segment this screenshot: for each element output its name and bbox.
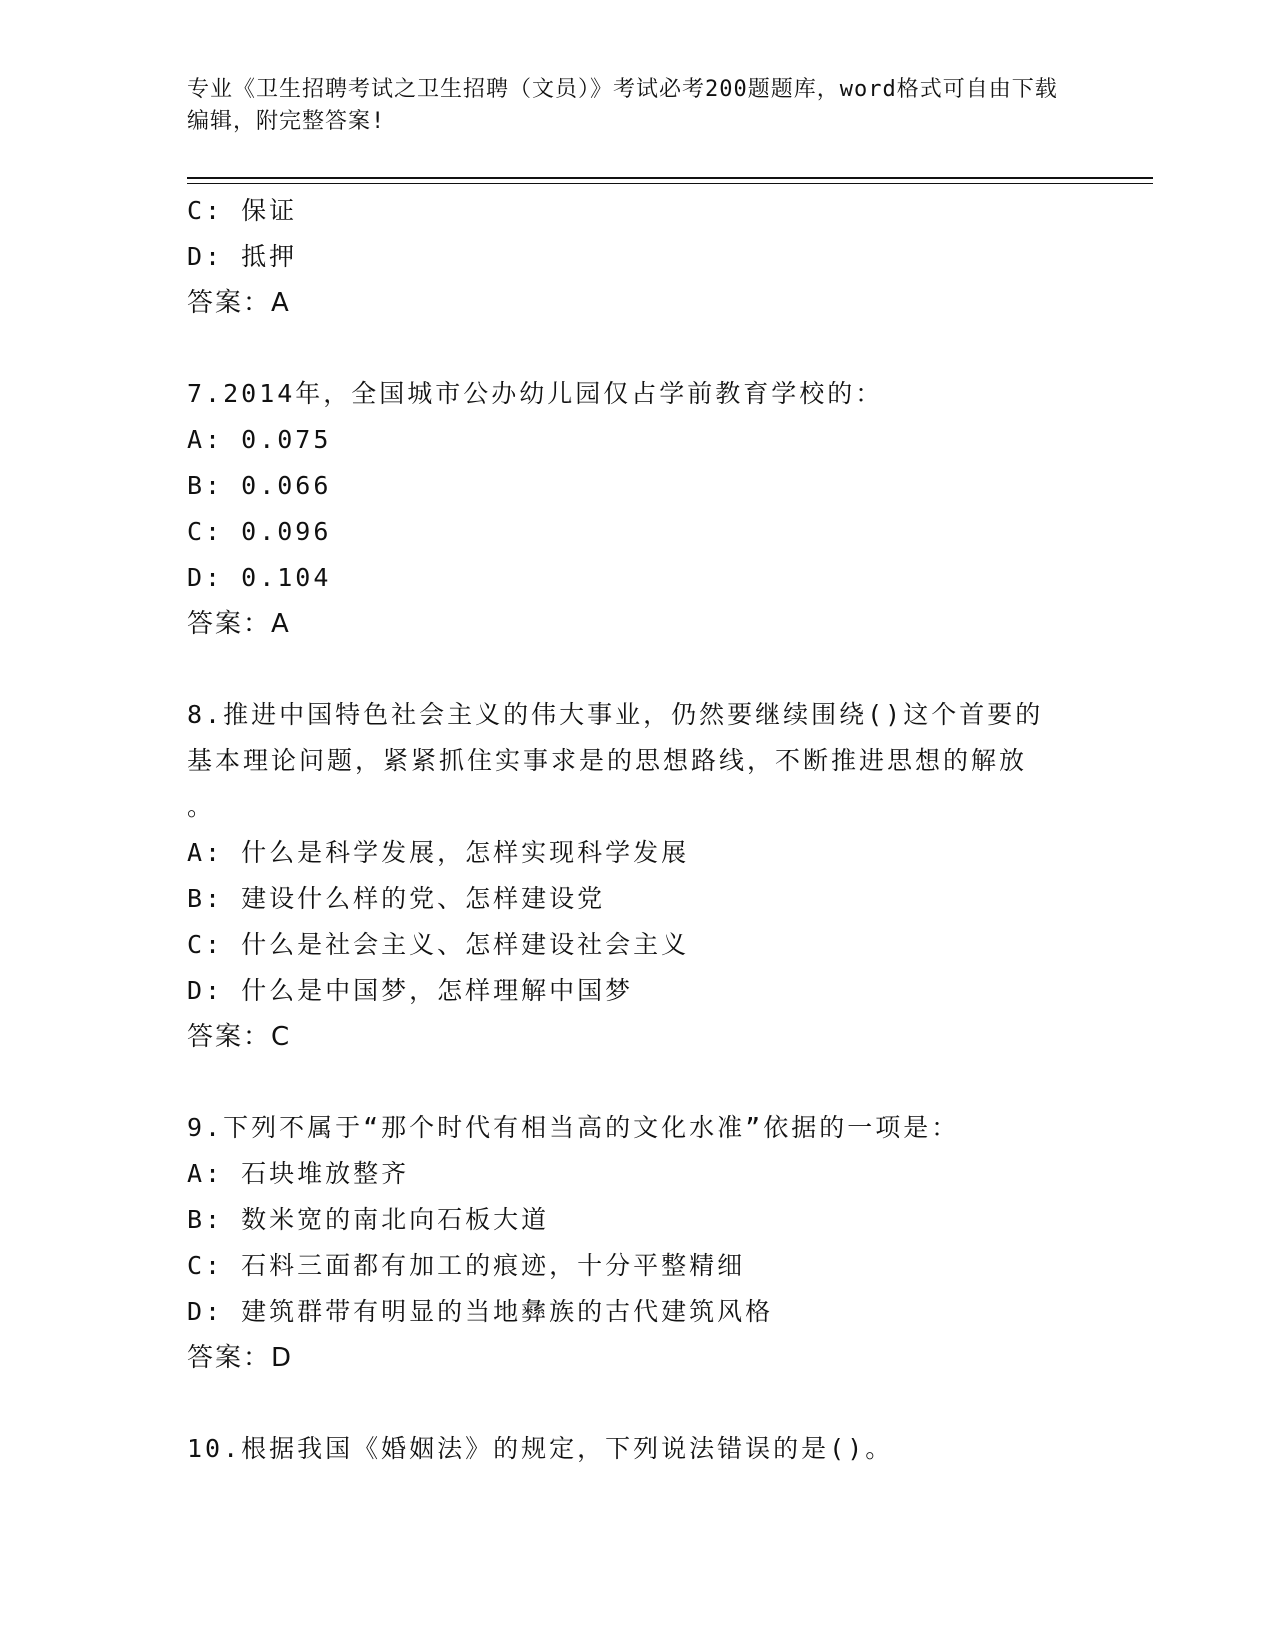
option-line: B: 建设什么样的党、怎样建设党 (187, 884, 606, 913)
option-line: C: 0.096 (187, 517, 332, 546)
answer-line: 答案：A (187, 609, 291, 639)
answer-line: 答案：D (187, 1343, 294, 1373)
option-line: B: 0.066 (187, 471, 332, 500)
option-line: A: 0.075 (187, 425, 332, 454)
question-text: 10.根据我国《婚姻法》的规定，下列说法错误的是()。 (187, 1434, 894, 1463)
question-text: 。 (187, 792, 216, 821)
header-rule-thin (187, 183, 1153, 184)
option-line: A: 石块堆放整齐 (187, 1159, 410, 1188)
question-text: 基本理论问题，紧紧抓住实事求是的思想路线，不断推进思想的解放 (187, 746, 1028, 775)
question-text: 8.推进中国特色社会主义的伟大事业，仍然要继续围绕()这个首要的 (187, 700, 1044, 729)
option-line: D: 建筑群带有明显的当地彝族的古代建筑风格 (187, 1297, 774, 1326)
question-text: 7.2014年，全国城市公办幼儿园仅占学前教育学校的： (187, 379, 884, 408)
option-line: D: 0.104 (187, 563, 332, 592)
header-rule-thick (187, 177, 1153, 179)
question-text: 9.下列不属于“那个时代有相当高的文化水准”依据的一项是： (187, 1113, 960, 1142)
option-line: C: 什么是社会主义、怎样建设社会主义 (187, 930, 690, 959)
option-line: D: 什么是中国梦，怎样理解中国梦 (187, 976, 634, 1005)
block-gap (187, 1060, 1067, 1105)
question-list (187, 188, 1067, 1472)
option-line: C: 石料三面都有加工的痕迹，十分平整精细 (187, 1251, 746, 1280)
option-line: A: 什么是科学发展，怎样实现科学发展 (187, 838, 690, 867)
block-gap (187, 1381, 1067, 1426)
answer-line: 答案：C (187, 1022, 292, 1052)
option-line: D: 抵押 (187, 242, 298, 271)
document-header: 专业《卫生招聘考试之卫生招聘（文员）》考试必考200题题库，word格式可自由下载编辑，附完整答案! (187, 77, 1058, 134)
option-line: B: 数米宽的南北向石板大道 (187, 1205, 550, 1234)
option-line: C: 保证 (187, 196, 298, 225)
block-gap (187, 647, 1067, 692)
answer-line: 答案：A (187, 288, 291, 318)
block-gap (187, 326, 1067, 371)
